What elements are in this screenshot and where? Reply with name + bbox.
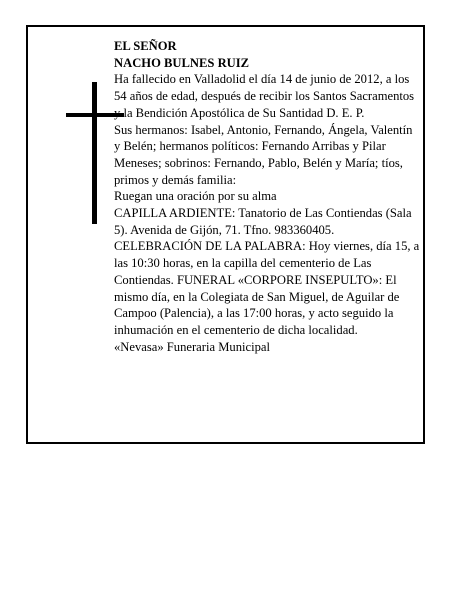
notice-body	[114, 38, 421, 355]
deceased-name: NACHO BULNES RUIZ	[114, 55, 250, 70]
funeral-home: «Nevasa» Funeraria Municipal	[114, 339, 270, 354]
ceremony-info: CELEBRACIÓN DE LA PALABRA: Hoy viernes, día 15, a las 10:30 horas, en la capilla del cementerio de Las Contiendas. FUNERAL «CORPORE INSEPULTO»: El mismo día, en la Colegiata de San Miguel, de Aguilar de Campoo (Palencia), a las 17:00 horas, y acto seguido la inhumación en el cementerio de dicha localidad.	[114, 239, 420, 337]
cross-vertical-bar	[92, 82, 97, 224]
death-announcement: Ha fallecido en Valladolid el día 14 de junio de 2012, a los 54 años de edad, después de recibir los Santos Sacramentos y la Bendición Apostólica de Su Santidad D. E. P.	[114, 72, 415, 120]
family-list: Sus hermanos: Isabel, Antonio, Fernando, Ángela, Valentín y Belén; hermanos políticos: Fernando Arribas y Pilar Meneses; sobrinos: Fernando, Pablo, Belén y María; tíos, primos y demás familia:	[114, 122, 413, 187]
notice-title: EL SEÑOR	[114, 39, 177, 53]
prayer-request: Ruegan una oración por su alma	[114, 189, 277, 204]
chapel-info: CAPILLA ARDIENTE: Tanatorio de Las Contiendas (Sala 5). Avenida de Gijón, 71. Tfno. 983360405.	[114, 206, 412, 237]
